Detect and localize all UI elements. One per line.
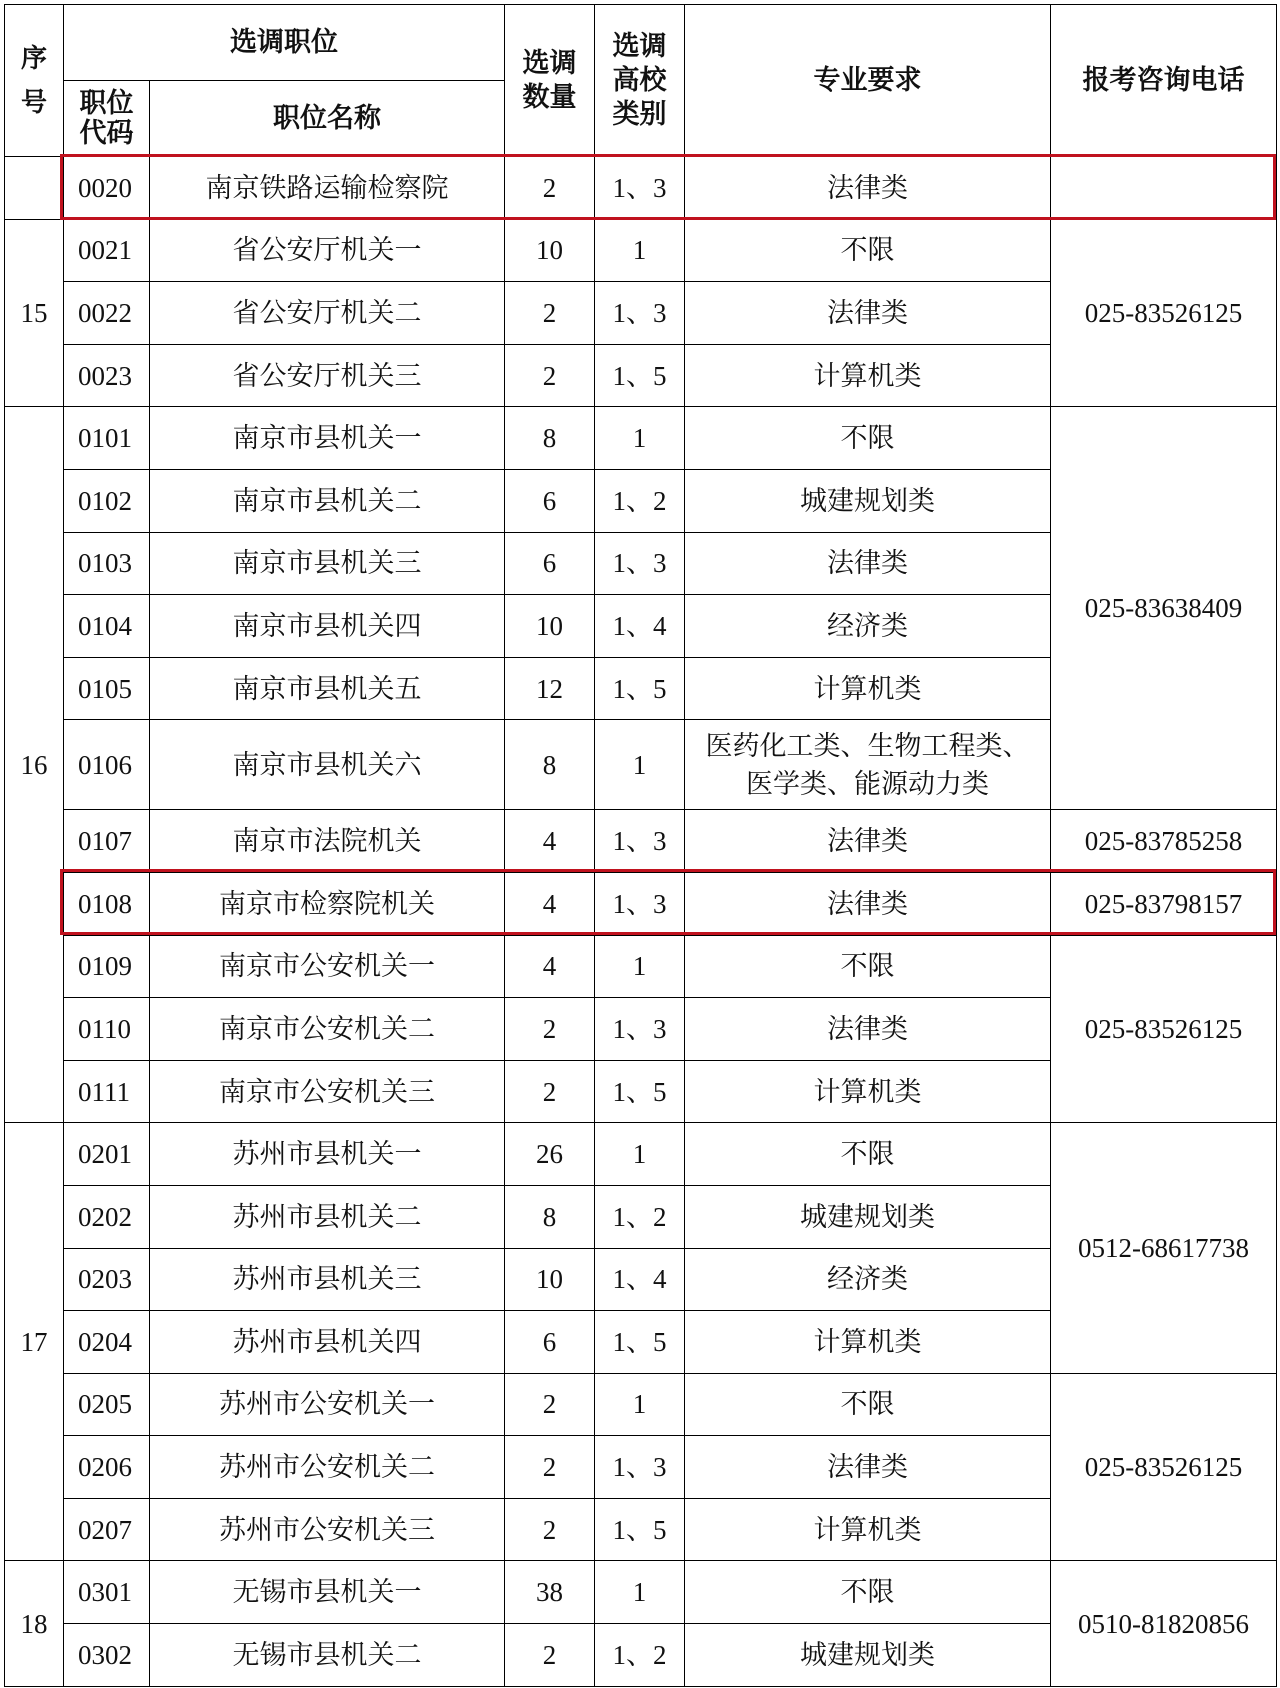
school-cell: 1、5 — [595, 1311, 685, 1374]
code-cell: 0110 — [64, 998, 150, 1061]
header-phone: 报考咨询电话 — [1051, 5, 1277, 157]
name-cell: 省公安厅机关三 — [150, 344, 505, 407]
major-cell: 法律类 — [685, 872, 1051, 935]
table-row — [5, 872, 1277, 935]
count-cell: 2 — [505, 157, 595, 220]
count-cell: 2 — [505, 344, 595, 407]
major-cell: 法律类 — [685, 998, 1051, 1061]
phone-cell: 025-83785258 — [1051, 810, 1277, 873]
name-cell: 南京市县机关四 — [150, 595, 505, 658]
major-cell: 城建规划类 — [685, 469, 1051, 532]
school-cell: 1 — [595, 1123, 685, 1186]
major-cell: 计算机类 — [685, 1060, 1051, 1123]
code-cell: 0201 — [64, 1123, 150, 1186]
major-cell — [685, 720, 1051, 810]
major-cell: 计算机类 — [685, 1498, 1051, 1561]
count-cell: 2 — [505, 998, 595, 1061]
name-cell: 苏州市公安机关三 — [150, 1498, 505, 1561]
table-row — [5, 1123, 1277, 1186]
school-cell: 1、2 — [595, 469, 685, 532]
header-position-group: 选调职位 — [64, 5, 505, 81]
table-row — [5, 935, 1277, 998]
phone-cell: 025-83638409 — [1051, 407, 1277, 810]
code-cell: 0206 — [64, 1436, 150, 1499]
school-cell: 1、3 — [595, 998, 685, 1061]
major-cell: 城建规划类 — [685, 1185, 1051, 1248]
name-cell: 苏州市县机关四 — [150, 1311, 505, 1374]
school-cell: 1 — [595, 407, 685, 470]
major-cell: 经济类 — [685, 1248, 1051, 1311]
seq-cell: 16 — [5, 407, 64, 1123]
name-cell: 省公安厅机关一 — [150, 219, 505, 282]
header-seq-text: 序号 — [20, 43, 47, 118]
code-cell: 0105 — [64, 657, 150, 720]
code-cell: 0108 — [64, 872, 150, 935]
count-cell: 8 — [505, 1185, 595, 1248]
school-cell: 1、3 — [595, 532, 685, 595]
school-cell: 1、5 — [595, 1060, 685, 1123]
count-cell: 26 — [505, 1123, 595, 1186]
name-cell: 苏州市县机关三 — [150, 1248, 505, 1311]
code-cell: 0107 — [64, 810, 150, 873]
school-cell: 1 — [595, 1373, 685, 1436]
school-cell: 1、2 — [595, 1624, 685, 1687]
code-cell: 0106 — [64, 720, 150, 810]
school-cell: 1 — [595, 219, 685, 282]
name-cell: 南京市公安机关一 — [150, 935, 505, 998]
major-cell: 不限 — [685, 219, 1051, 282]
count-cell: 2 — [505, 1624, 595, 1687]
name-cell: 苏州市公安机关一 — [150, 1373, 505, 1436]
header-school-type-text: 选调高校类别 — [612, 30, 667, 130]
code-cell: 0101 — [64, 407, 150, 470]
count-cell: 4 — [505, 810, 595, 873]
code-cell: 0020 — [64, 157, 150, 220]
table-row — [5, 1373, 1277, 1436]
code-cell: 0021 — [64, 219, 150, 282]
count-cell: 6 — [505, 532, 595, 595]
major-cell: 计算机类 — [685, 657, 1051, 720]
header-name: 职位名称 — [150, 81, 505, 157]
phone-cell: 025-83798157 — [1051, 872, 1277, 935]
count-cell: 2 — [505, 1373, 595, 1436]
code-cell: 0111 — [64, 1060, 150, 1123]
school-cell: 1、3 — [595, 872, 685, 935]
school-cell: 1、2 — [595, 1185, 685, 1248]
major-cell: 法律类 — [685, 157, 1051, 220]
count-cell: 8 — [505, 720, 595, 810]
header-code-text: 职位代码 — [79, 87, 134, 149]
phone-cell: 025-83526125 — [1051, 219, 1277, 407]
code-cell: 0109 — [64, 935, 150, 998]
school-cell: 1、5 — [595, 344, 685, 407]
count-cell: 4 — [505, 935, 595, 998]
seq-cell: 18 — [5, 1561, 64, 1686]
count-cell: 2 — [505, 1436, 595, 1499]
count-cell: 4 — [505, 872, 595, 935]
major-cell: 不限 — [685, 1561, 1051, 1624]
name-cell: 南京市县机关二 — [150, 469, 505, 532]
code-cell: 0102 — [64, 469, 150, 532]
count-cell: 6 — [505, 469, 595, 532]
code-cell: 0302 — [64, 1624, 150, 1687]
name-cell: 南京市公安机关三 — [150, 1060, 505, 1123]
major-cell: 经济类 — [685, 595, 1051, 658]
name-cell: 南京市县机关三 — [150, 532, 505, 595]
phone-cell: 025-83526125 — [1051, 935, 1277, 1123]
count-cell: 10 — [505, 595, 595, 658]
code-cell: 0204 — [64, 1311, 150, 1374]
school-cell: 1、5 — [595, 1498, 685, 1561]
table-row — [5, 157, 1277, 220]
phone-cell: 0510-81820856 — [1051, 1561, 1277, 1686]
count-cell: 2 — [505, 1060, 595, 1123]
major-cell: 法律类 — [685, 810, 1051, 873]
phone-cell: 025-83526125 — [1051, 1373, 1277, 1561]
major-cell: 不限 — [685, 407, 1051, 470]
name-cell: 南京市县机关六 — [150, 720, 505, 810]
code-cell: 0202 — [64, 1185, 150, 1248]
major-cell: 城建规划类 — [685, 1624, 1051, 1687]
school-cell: 1、4 — [595, 1248, 685, 1311]
name-cell: 省公安厅机关二 — [150, 282, 505, 345]
school-cell: 1、3 — [595, 282, 685, 345]
code-cell: 0205 — [64, 1373, 150, 1436]
header-school-type — [595, 5, 685, 157]
count-cell: 2 — [505, 1498, 595, 1561]
count-cell: 2 — [505, 282, 595, 345]
count-cell: 38 — [505, 1561, 595, 1624]
table-row — [5, 407, 1277, 470]
name-cell: 苏州市县机关一 — [150, 1123, 505, 1186]
major-cell: 计算机类 — [685, 1311, 1051, 1374]
seq-cell — [5, 157, 64, 220]
position-table — [4, 4, 1277, 1687]
header-count-text: 选调数量 — [522, 47, 577, 113]
code-cell: 0207 — [64, 1498, 150, 1561]
school-cell: 1、3 — [595, 157, 685, 220]
school-cell: 1 — [595, 935, 685, 998]
major-cell: 法律类 — [685, 532, 1051, 595]
code-cell: 0022 — [64, 282, 150, 345]
name-cell: 苏州市公安机关二 — [150, 1436, 505, 1499]
header-count — [505, 5, 595, 157]
phone-cell — [1051, 157, 1277, 220]
name-cell: 南京铁路运输检察院 — [150, 157, 505, 220]
major-cell: 计算机类 — [685, 344, 1051, 407]
code-cell: 0103 — [64, 532, 150, 595]
count-cell: 8 — [505, 407, 595, 470]
phone-cell: 0512-68617738 — [1051, 1123, 1277, 1373]
header-code — [64, 81, 150, 157]
school-cell: 1、4 — [595, 595, 685, 658]
major-line: 医药化工类、生物工程类、 — [705, 730, 1030, 761]
header-seq — [5, 5, 64, 157]
count-cell: 10 — [505, 219, 595, 282]
seq-cell: 17 — [5, 1123, 64, 1561]
table-row — [5, 219, 1277, 282]
school-cell: 1 — [595, 720, 685, 810]
code-cell: 0203 — [64, 1248, 150, 1311]
name-cell: 南京市检察院机关 — [150, 872, 505, 935]
code-cell: 0023 — [64, 344, 150, 407]
name-cell: 南京市公安机关二 — [150, 998, 505, 1061]
count-cell: 12 — [505, 657, 595, 720]
major-cell: 不限 — [685, 935, 1051, 998]
name-cell: 无锡市县机关一 — [150, 1561, 505, 1624]
school-cell: 1 — [595, 1561, 685, 1624]
code-cell: 0301 — [64, 1561, 150, 1624]
major-cell: 不限 — [685, 1373, 1051, 1436]
major-cell: 法律类 — [685, 282, 1051, 345]
school-cell: 1、5 — [595, 657, 685, 720]
header-major: 专业要求 — [685, 5, 1051, 157]
major-cell: 不限 — [685, 1123, 1051, 1186]
name-cell: 南京市县机关五 — [150, 657, 505, 720]
major-cell: 法律类 — [685, 1436, 1051, 1499]
school-cell: 1、3 — [595, 810, 685, 873]
count-cell: 10 — [505, 1248, 595, 1311]
major-line: 医学类、能源动力类 — [746, 768, 989, 799]
table-row — [5, 1561, 1277, 1624]
code-cell: 0104 — [64, 595, 150, 658]
school-cell: 1、3 — [595, 1436, 685, 1499]
name-cell: 苏州市县机关二 — [150, 1185, 505, 1248]
count-cell: 6 — [505, 1311, 595, 1374]
table-row — [5, 810, 1277, 873]
seq-cell: 15 — [5, 219, 64, 407]
name-cell: 南京市法院机关 — [150, 810, 505, 873]
name-cell: 无锡市县机关二 — [150, 1624, 505, 1687]
name-cell: 南京市县机关一 — [150, 407, 505, 470]
